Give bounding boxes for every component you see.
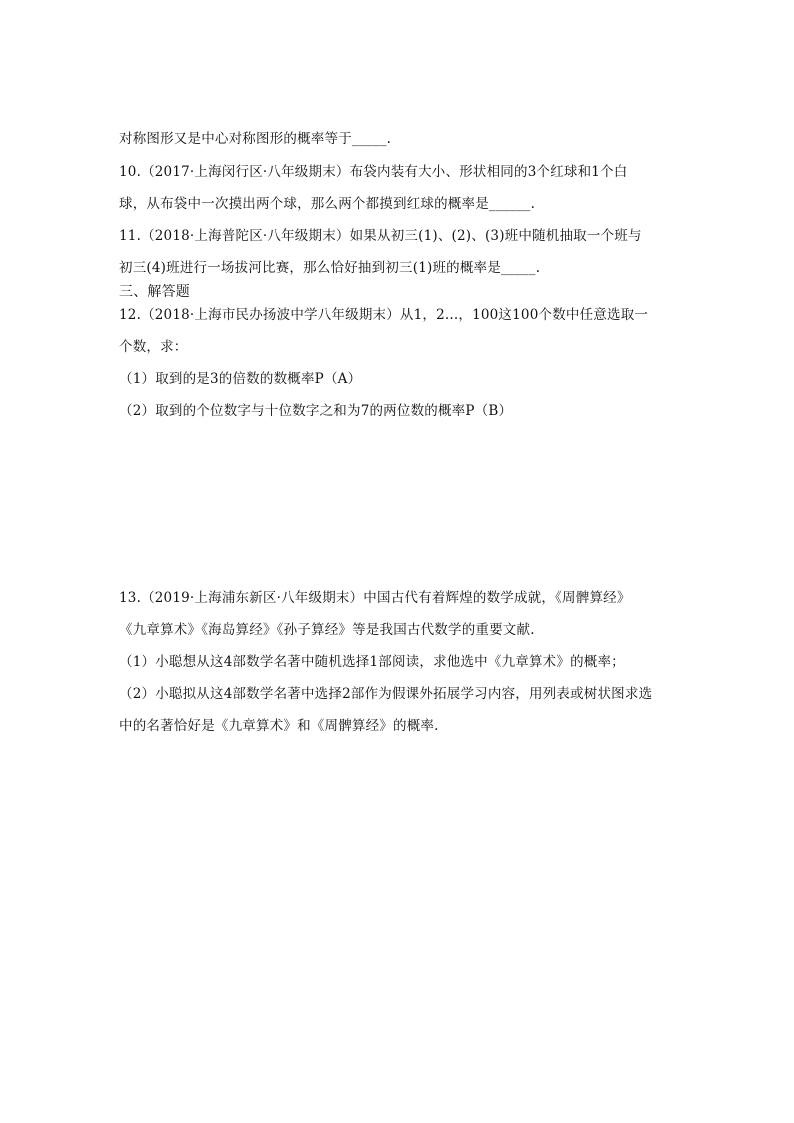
q12-line-2: 个数，求： — [119, 339, 188, 355]
q12-part-2: （2）取到的个位数字与十位数字之和为7的两位数的概率P（B） — [119, 403, 513, 419]
q13-line-1: 13.（2019·上海浦东新区·八年级期末）中国古代有着辉煌的数学成就，《周髀算经》 — [119, 590, 631, 606]
q10-line-1: 10.（2017·上海闵行区·八年级期末）布袋内装有大小、形状相同的3个红球和1个白 — [119, 164, 628, 180]
q10-line-2: 球，从布袋中一次摸出两个球，那么两个都摸到红球的概率是______. — [119, 196, 536, 212]
q13-part-1: （1）小聪想从这4部数学名著中随机选择1部阅读，求他选中《九章算术》的概率； — [119, 654, 625, 670]
q13-line-2: 《九章算术》《海岛算经》《孙子算经》等是我国古代数学的重要文献. — [119, 622, 535, 638]
q12-line-1: 12.（2018·上海市民办扬波中学八年级期末）从1，2...，100这100个数中任意选取一 — [119, 307, 649, 323]
section-heading-answer-questions: 三、解答题 — [119, 284, 190, 300]
q11-line-1: 11.（2018·上海普陀区·八年级期末）如果从初三(1)、(2)、(3)班中随机抽取一个班与 — [119, 228, 642, 244]
q13-part-2-line-2: 中的名著恰好是《九章算术》和《周髀算经》的概率. — [119, 718, 439, 734]
q9-text-end: 对称图形又是中心对称图形的概率等于_____. — [119, 131, 392, 147]
q13-part-2-line-1: （2）小聪拟从这4部数学名著中选择2部作为假课外拓展学习内容，用列表或树状图求选 — [119, 686, 653, 702]
q12-part-1: （1）取到的是3的倍数的数概率P（A） — [119, 371, 362, 387]
q11-line-2: 初三(4)班进行一场拔河比赛，那么恰好抽到初三(1)班的概率是_____. — [119, 260, 541, 276]
